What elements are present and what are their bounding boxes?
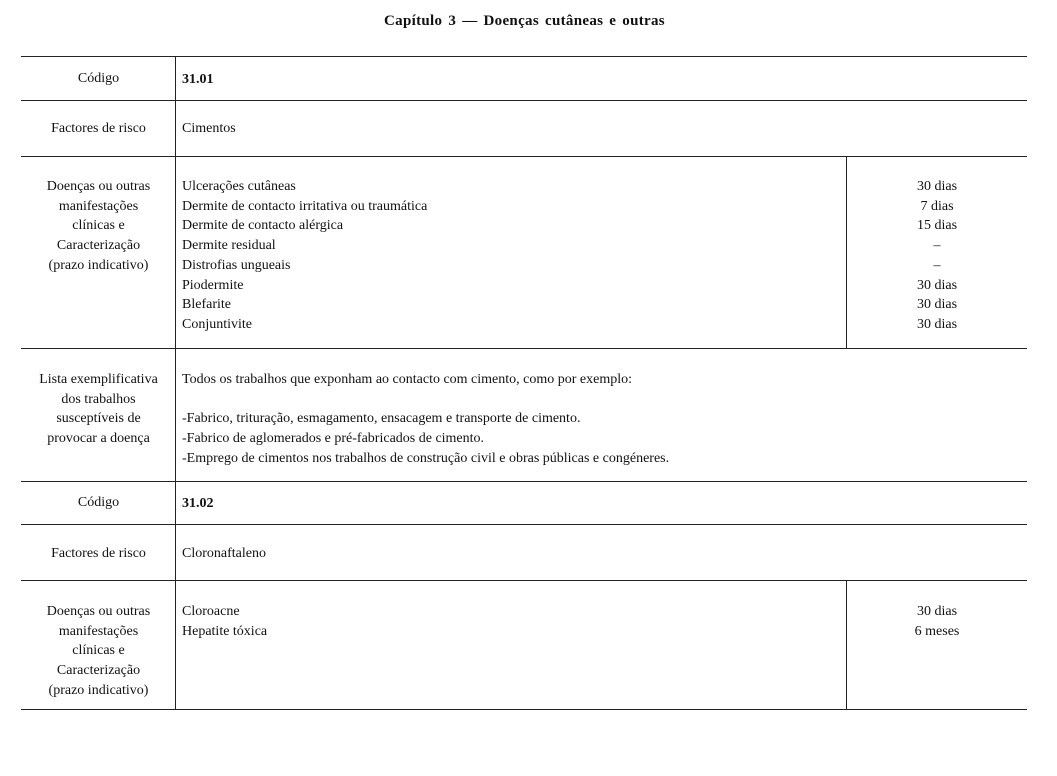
spacer	[182, 390, 669, 410]
disease-name: Ulcerações cutâneas	[182, 179, 296, 194]
disease-period: 30 dias	[916, 316, 958, 332]
diseases-label	[21, 602, 176, 701]
diseases-label	[21, 177, 176, 276]
disease-name: Conjuntivite	[182, 316, 252, 332]
disease-period: 30 dias	[916, 277, 958, 293]
code-label: Código	[77, 71, 120, 86]
diseases-label-line: Doenças ou outras	[46, 604, 151, 619]
diseases-label-line: (prazo indicativo)	[48, 257, 149, 273]
row-divider	[21, 156, 1027, 157]
row-divider	[21, 100, 1027, 101]
diseases-label-line: clínicas e	[72, 218, 125, 234]
disease-name: Dermite de contacto irritativa ou traumática	[182, 198, 428, 214]
disease-period: 30 dias	[916, 297, 958, 313]
diseases-label-line: (prazo indicativo)	[48, 682, 149, 698]
risk-factors-value: Cloronaftaleno	[182, 546, 266, 561]
disease-name: Dermite de contacto alérgica	[182, 218, 344, 234]
code-value: 31.02	[182, 496, 214, 511]
table-top-rule	[21, 56, 1027, 57]
works-label	[21, 370, 176, 449]
works-intro: Todos os trabalhos que exponham ao contacto com cimento, como por exemplo:	[182, 372, 633, 387]
period-list	[847, 177, 1027, 335]
disease-period: 7 dias	[920, 198, 954, 214]
disease-period: 15 dias	[916, 218, 958, 234]
disease-period: –	[933, 238, 941, 254]
work-item: -Fabrico de aglomerados e pré-fabricados de cimento.	[182, 431, 485, 447]
works-label-line: dos trabalhos	[61, 391, 136, 407]
works-list	[182, 370, 669, 469]
row-divider	[21, 580, 1027, 581]
code-value: 31.01	[182, 72, 214, 87]
period-list	[847, 602, 1027, 641]
risk-factors-label: Factores de risco	[51, 546, 146, 561]
diseases-label-line: clínicas e	[72, 643, 125, 659]
works-label-line: Lista exemplificativa	[39, 372, 158, 387]
disease-name: Hepatite tóxica	[182, 623, 268, 639]
disease-period: 30 dias	[916, 179, 958, 194]
risk-factors-label: Factores de risco	[51, 121, 146, 136]
disease-name: Distrofias ungueais	[182, 257, 291, 273]
risk-factors-value: Cimentos	[182, 121, 236, 136]
disease-name: Blefarite	[182, 297, 231, 313]
disease-name: Dermite residual	[182, 238, 276, 254]
disease-list	[182, 602, 267, 641]
diseases-label-line: Caracterização	[56, 238, 141, 254]
disease-name: Piodermite	[182, 277, 244, 293]
row-divider	[21, 524, 1027, 525]
row-divider	[21, 481, 1027, 482]
code-label: Código	[77, 495, 120, 510]
disease-period: 30 dias	[916, 604, 958, 619]
row-divider	[21, 348, 1027, 349]
works-label-line: susceptíveis de	[56, 411, 141, 427]
work-item: -Fabrico, trituração, esmagamento, ensacagem e transporte de cimento.	[182, 411, 581, 427]
disease-period: –	[933, 257, 941, 273]
diseases-label-line: Doenças ou outras	[46, 179, 151, 194]
diseases-label-line: Caracterização	[56, 663, 141, 679]
disease-name: Cloroacne	[182, 604, 240, 619]
period-column-divider	[846, 580, 847, 709]
work-item: -Emprego de cimentos nos trabalhos de construção civil e obras públicas e congéneres.	[182, 450, 670, 466]
diseases-label-line: manifestações	[58, 623, 139, 639]
diseases-label-line: manifestações	[58, 198, 139, 214]
table-bottom-rule	[21, 709, 1027, 710]
works-label-line: provocar a doença	[47, 431, 150, 447]
disease-period: 6 meses	[914, 623, 960, 639]
page-title: Capítulo 3 — Doenças cutâneas e outras	[384, 13, 665, 29]
disease-list	[182, 177, 427, 335]
